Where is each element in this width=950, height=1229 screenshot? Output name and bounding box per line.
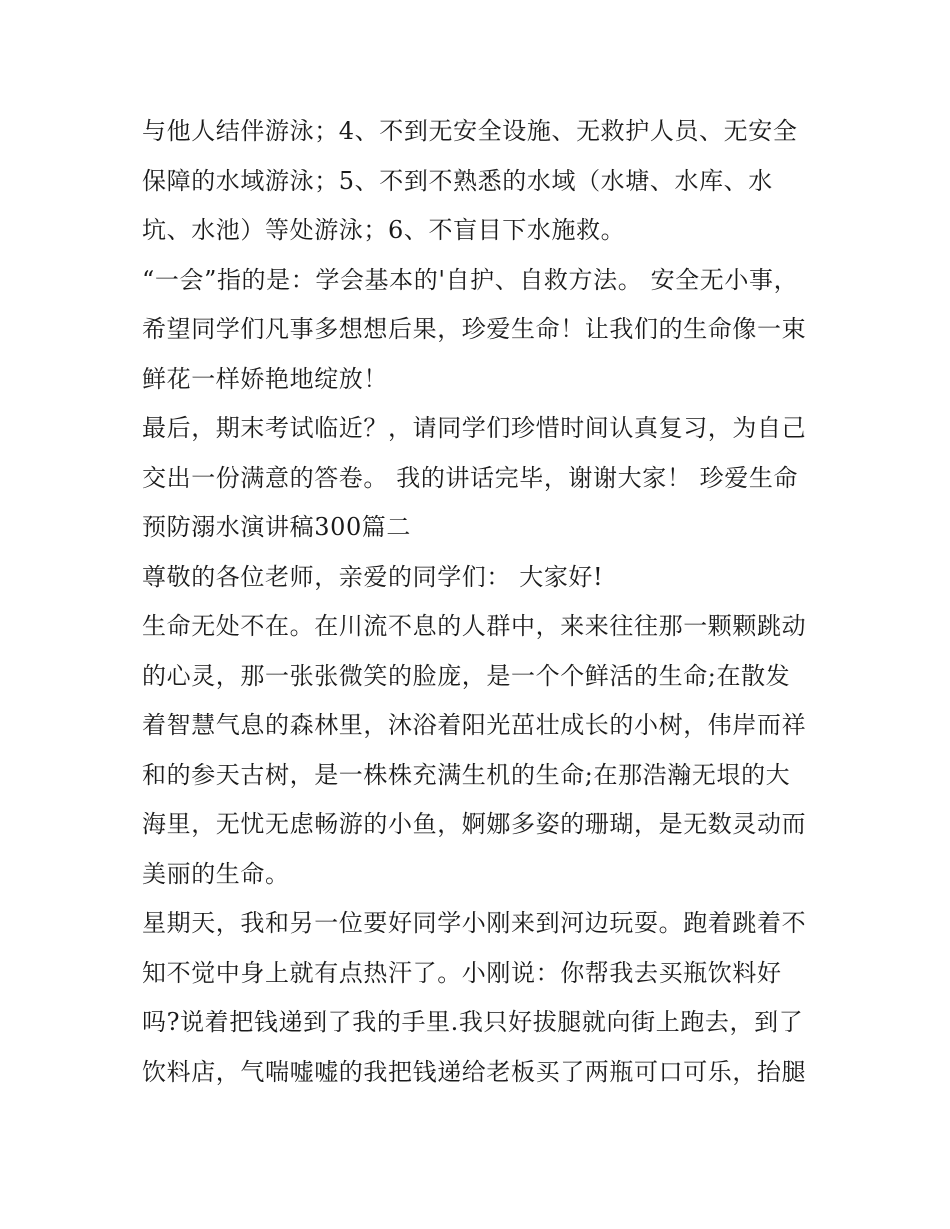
text-line: 鲜花一样娇艳地绽放！: [142, 364, 388, 393]
text-line: 吗?说着把钱递到了我的手里.我只好拔腿就向街上跑去，到了: [142, 1008, 804, 1036]
section-heading: 预防溺水演讲稿300篇二: [142, 513, 412, 541]
text-line: 生命无处不在。在川流不息的人群中，来来往往那一颗颗跳动: [142, 612, 807, 640]
text-line: 星期天，我和另一位要好同学小刚来到河边玩耍。跑着跳着不: [142, 909, 807, 937]
text-line: 希望同学们凡事多想想后果，珍爱生命！让我们的生命像一束: [142, 315, 807, 343]
text-line: 知不觉中身上就有点热汗了。小刚说：你帮我去买瓶饮料好: [142, 958, 782, 987]
text-line: 坑、水池）等处游泳；6、不盲目下水施救。: [142, 216, 626, 244]
body-text: [142, 107, 842, 1097]
text-line: 交出一份满意的答卷。 我的讲话完毕，谢谢大家！ 珍爱生命: [142, 463, 799, 492]
text-line: 着智慧气息的森林里，沐浴着阳光茁壮成长的小树，伟岸而祥: [142, 711, 807, 739]
text-line: 最后，期末考试临近？，请同学们珍惜时间认真复习，为自己: [142, 414, 807, 442]
salutation: 尊敬的各位老师，亲爱的同学们： 大家好!: [142, 562, 604, 591]
text-line: 的心灵，那一张张微笑的脸庞，是一个个鲜活的生命;在散发: [142, 661, 791, 690]
text-line: 美丽的生命。: [142, 859, 290, 888]
text-line: 海里，无忧无虑畅游的小鱼，婀娜多姿的珊瑚，是无数灵动而: [142, 810, 807, 838]
text-line: 与他人结伴游泳；4、不到无安全设施、无救护人员、无安全: [142, 117, 798, 145]
text-line: 饮料店，气喘嘘嘘的我把钱递给老板买了两瓶可口可乐，抬腿: [142, 1057, 807, 1086]
text-line: “一会”指的是：学会基本的'自护、自救方法。 安全无小事，: [142, 265, 799, 294]
text-line: 保障的水域游泳；5、不到不熟悉的水域（水塘、水库、水: [142, 166, 773, 195]
text-line: 和的参天古树，是一株株充满生机的生命;在那浩瀚无垠的大: [142, 760, 791, 789]
